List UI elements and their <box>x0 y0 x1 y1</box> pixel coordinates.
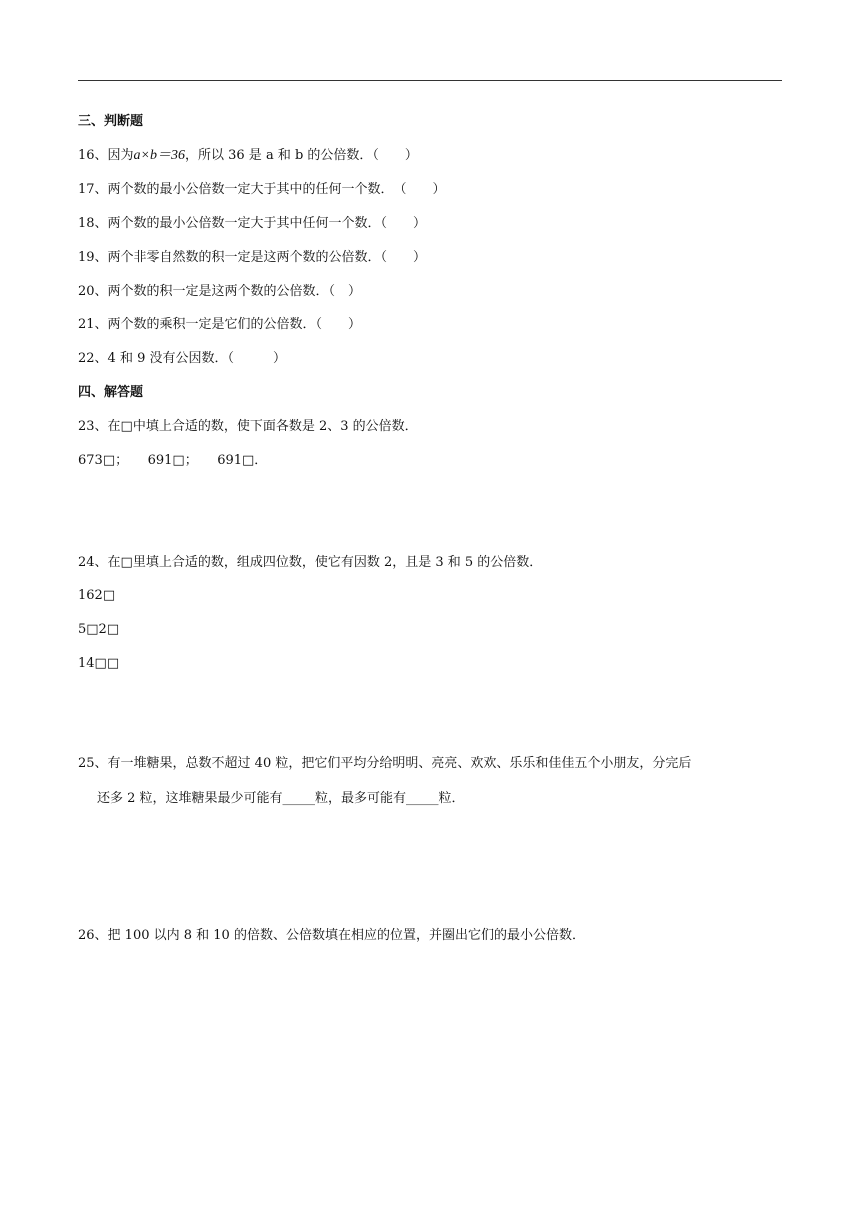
question-16 <box>78 147 418 165</box>
question-24-item-3: 14□□ <box>78 656 120 671</box>
question-24-item-2: 5□2□ <box>78 622 120 637</box>
question-20: 20、两个数的积一定是这两个数的公倍数．（ ） <box>78 284 362 299</box>
question-24: 24、在□里填上合适的数，组成四位数，使它有因数 2，且是 3 和 5 的公倍数． <box>78 555 543 570</box>
question-18: 18、两个数的最小公倍数一定大于其中任何一个数．（ ） <box>78 216 427 231</box>
question-21: 21、两个数的乘积一定是它们的公倍数．（ ） <box>78 317 362 332</box>
question-25-line-2: 还多 2 粒，这堆糖果最少可能有_____粒，最多可能有_____粒． <box>97 791 465 806</box>
question-16-suffix: ，所以 36 是 a 和 b 的公倍数．（ ） <box>185 148 418 163</box>
question-17: 17、两个数的最小公倍数一定大于其中的任何一个数． （ ） <box>78 182 446 197</box>
question-23: 23、在□中填上合适的数，使下面各数是 2、3 的公倍数． <box>78 419 418 434</box>
header-rule <box>78 80 782 81</box>
question-16-math: a×b＝36 <box>133 148 185 163</box>
section-title-judgement: 三、判断题 <box>78 114 144 129</box>
question-22: 22、4 和 9 没有公因数．（ ） <box>78 351 286 366</box>
section-title-answer: 四、解答题 <box>78 385 144 400</box>
question-16-prefix: 16、因为 <box>78 148 134 163</box>
question-23-items: 673□； 691□； 691□． <box>78 453 268 468</box>
question-25-line-1: 25、有一堆糖果，总数不超过 40 粒，把它们平均分给明明、亮亮、欢欢、乐乐和佳佳五个小朋友，分完后 <box>78 756 692 771</box>
question-24-item-1: 162□ <box>78 588 116 603</box>
question-26: 26、把 100 以内 8 和 10 的倍数、公倍数填在相应的位置，并圈出它们的最小公倍数． <box>78 928 585 943</box>
question-19: 19、两个非零自然数的积一定是这两个数的公倍数．（ ） <box>78 250 427 265</box>
